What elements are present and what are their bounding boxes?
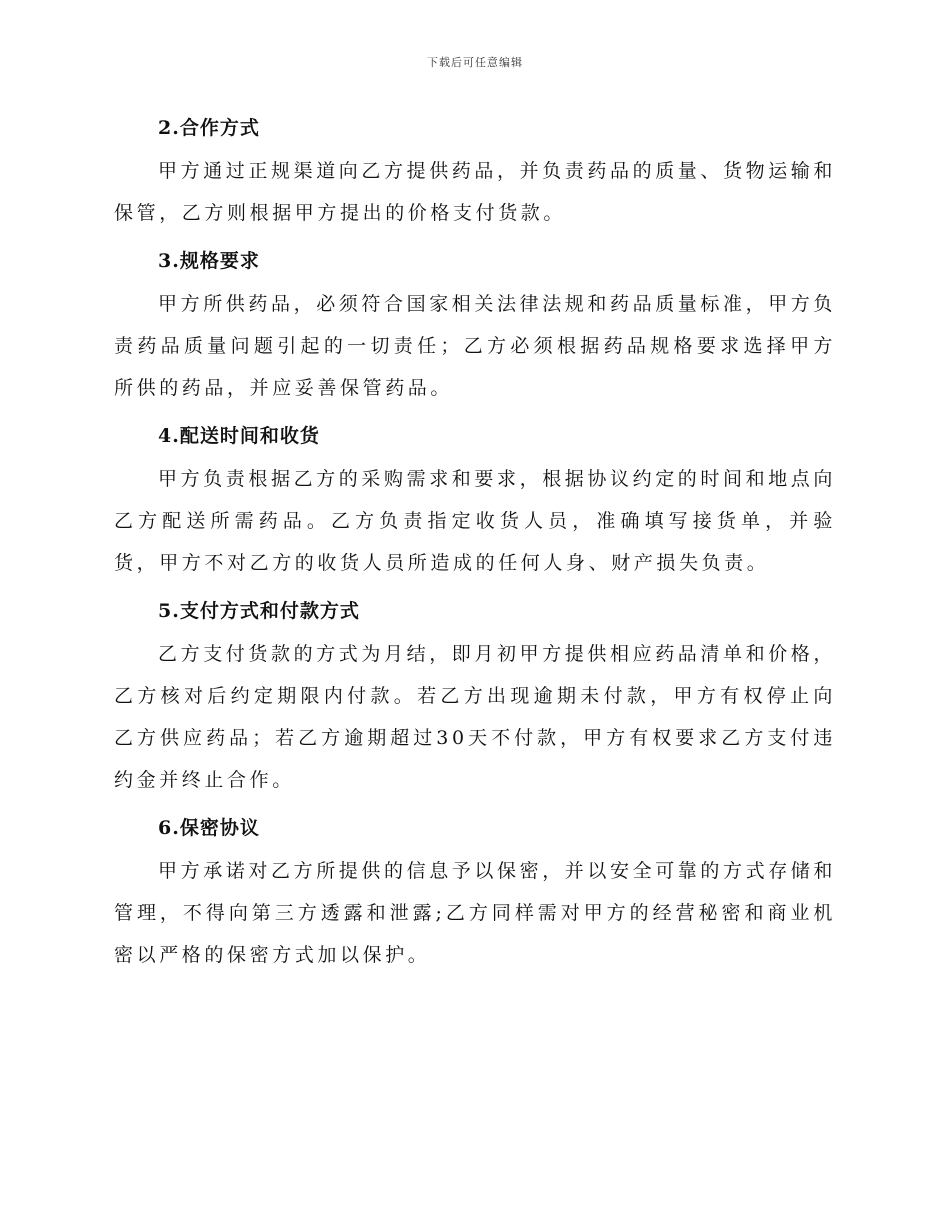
section-heading: 3.规格要求 <box>158 250 260 272</box>
section-specification-requirements <box>114 243 836 409</box>
section-paragraph: 乙方支付货款的方式为月结，即月初甲方提供相应药品清单和价格，乙方核对后约定期限内付款。若乙方出现逾期未付款，甲方有权停止向乙方供应药品；若乙方逾期超过30天不付款，甲方有权要求乙方支付违约金并终止合作。 <box>114 643 837 791</box>
section-paragraph: 甲方承诺对乙方所提供的信息予以保密，并以安全可靠的方式存储和管理，不得向第三方透露和泄露;乙方同样需对甲方的经营秘密和商业机密以严格的保密方式加以保护。 <box>114 860 837 966</box>
section-heading: 6.保密协议 <box>158 817 260 839</box>
section-confidentiality-agreement <box>114 810 836 976</box>
section-heading: 2.合作方式 <box>158 117 260 139</box>
document-body <box>114 110 836 985</box>
page-header-note: 下载后可任意编辑 <box>427 56 523 69</box>
section-cooperation-method <box>114 110 836 234</box>
section-paragraph: 甲方负责根据乙方的采购需求和要求，根据协议约定的时间和地点向乙方配送所需药品。乙方负责指定收货人员，准确填写接货单，并验货，甲方不对乙方的收货人员所造成的任何人身、财产损失负责。 <box>114 468 837 574</box>
section-heading: 5.支付方式和付款方式 <box>158 600 360 622</box>
section-delivery-and-receipt <box>114 418 836 584</box>
section-heading: 4.配送时间和收货 <box>158 425 320 447</box>
section-paragraph: 甲方所供药品，必须符合国家相关法律法规和药品质量标准，甲方负责药品质量问题引起的一切责任；乙方必须根据药品规格要求选择甲方所供的药品，并应妥善保管药品。 <box>114 293 837 399</box>
section-payment-method <box>114 593 836 801</box>
section-paragraph: 甲方通过正规渠道向乙方提供药品，并负责药品的质量、货物运输和保管，乙方则根据甲方提出的价格支付货款。 <box>114 160 837 224</box>
